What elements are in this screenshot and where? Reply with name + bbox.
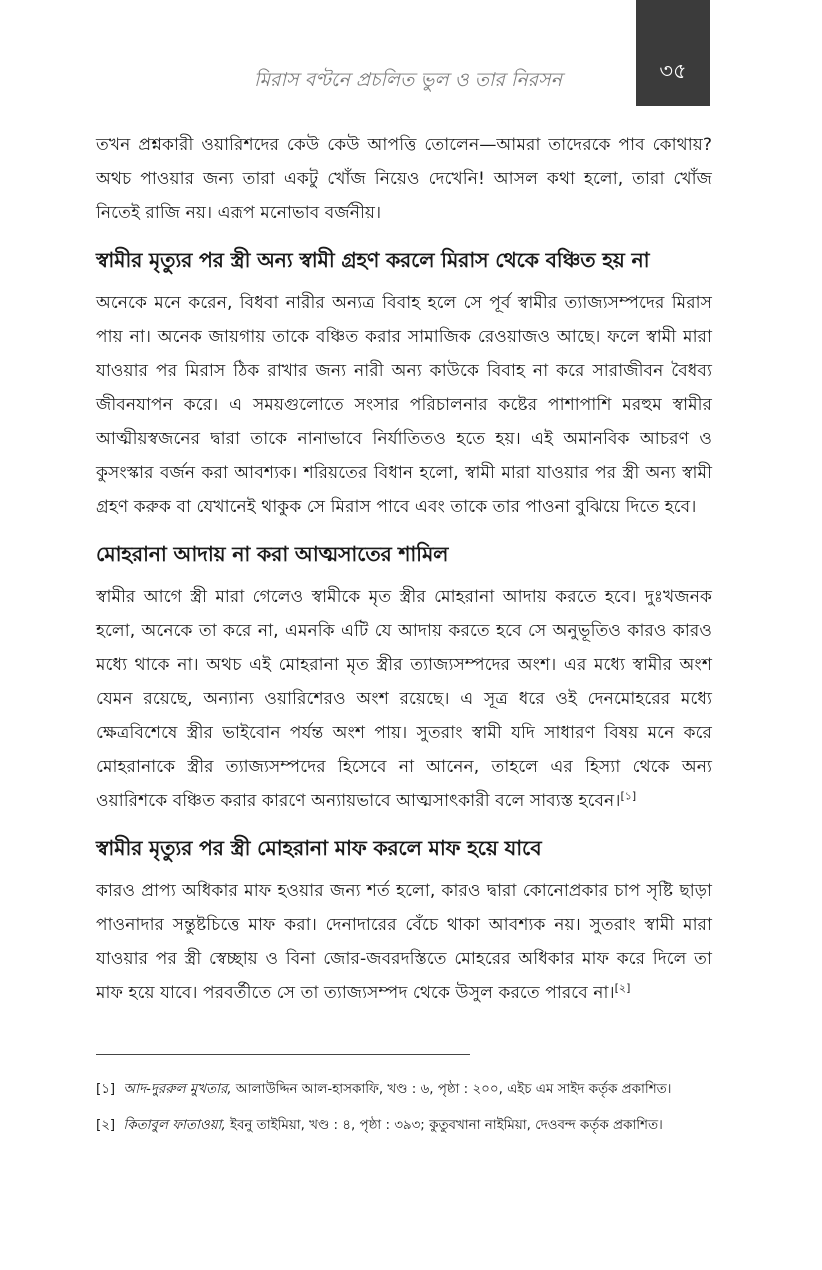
footnote-separator [96, 1054, 470, 1055]
footnote-citation: আলাউদ্দিন আল-হাসকাফি, খণ্ড : ৬, পৃষ্ঠা : ২০০, এইচ এম সাইদ কর্তৃক প্রকাশিত। [235, 1082, 672, 1097]
section-paragraph-dower-waiver [96, 874, 712, 1010]
section-heading-remarriage: স্বামীর মৃত্যুর পর স্ত্রী অন্য স্বামী গ্রহণ করলে মিরাস থেকে বঞ্চিত হয় না [96, 248, 650, 272]
footnote-citation: ইবনু তাইমিয়া, খণ্ড : ৪, পৃষ্ঠা : ৩৯৩; কুতুবখানা নাইমিয়া, দেওবন্দ কর্তৃক প্রকাশিত। [230, 1118, 663, 1133]
footnote-mark: [২] [96, 1118, 116, 1133]
section-heading-dower-waiver: স্বামীর মৃত্যুর পর স্ত্রী মোহরানা মাফ করলে মাফ হয়ে যাবে [96, 836, 542, 860]
footnote-work-title: কিতাবুল ফাতাওয়া, [123, 1118, 226, 1133]
footnotes [96, 1078, 736, 1150]
footnote-2 [96, 1114, 736, 1138]
section-text-dower-payment: স্বামীর আগে স্ত্রী মারা গেলেও স্বামীকে মৃত স্ত্রীর মোহরানা আদায় করতে হবে। দুঃখজনক হলো, অনেকে তা করে না, এমনকি এটি যে আদায় করতে হবে সে অনুভূতিও কারও কারও মধ্যে থাকে না। অথচ এই মোহরানা মৃত স্ত্রীর ত্যাজ্যসম্পদের অংশ। এর মধ্যে স্বামীর অংশ যেমন রয়েছে, অন্যান্য ওয়ারিশেরও অংশ রয়েছে। এ সূত্র ধরে ওই দেনমোহরের মধ্যে ক্ষেত্রবিশেষে স্ত্রীর ভাইবোন পর্যন্ত অংশ পায়। সুতরাং স্বামী যদি সাধারণ বিষয় মনে করে মোহরানাকে স্ত্রীর ত্যাজ্যসম্পদের হিসেবে না আনেন, তাহলে এর হিস্যা থেকে অন্য ওয়ারিশকে বঞ্চিত করার কারণে অন্যায়ভাবে আত্মসাৎকারী বলে সাব্যস্ত হবেন। [96, 587, 712, 811]
running-head-title: মিরাস বণ্টনে প্রচলিত ভুল ও তার নিরসন [254, 69, 562, 91]
section-heading-dower-payment: মোহরানা আদায় না করা আত্মসাতের শামিল [96, 542, 449, 566]
section-text-dower-waiver: কারও প্রাপ্য অধিকার মাফ হওয়ার জন্য শর্ত হলো, কারও দ্বারা কোনোপ্রকার চাপ সৃষ্টি ছাড়া পাওনাদার সন্তুষ্টচিত্তে মাফ করা। দেনাদারের বেঁচে থাকা আবশ্যক নয়। সুতরাং স্বামী মারা যাওয়ার পর স্ত্রী স্বেচ্ছায় ও বিনা জোর-জবরদস্তিতে মোহরের অধিকার মাফ করে দিলে তা মাফ হয়ে যাবে। পরবর্তীতে সে তা ত্যাজ্যসম্পদ থেকে উসুল করতে পারবে না। [96, 881, 712, 1003]
page-number-tab [636, 0, 710, 106]
main-text [96, 128, 712, 1020]
section-paragraph-dower-payment [96, 580, 712, 818]
footnote-1 [96, 1078, 736, 1102]
footnote-work-title: আদ-দুররুল মুখতার, [123, 1082, 232, 1097]
footnote-reference-1[interactable]: [১] [620, 789, 637, 803]
intro-paragraph: তখন প্রশ্নকারী ওয়ারিশদের কেউ কেউ আপত্তি তোলেন—আমরা তাদেরকে পাব কোথায়? অথচ পাওয়ার জন্য তারা একটু খোঁজ নিয়েও দেখেনি! আসল কথা হলো, তারা খোঁজ নিতেই রাজি নয়। এরূপ মনোভাব বর্জনীয়। [96, 135, 712, 223]
footnote-mark: [১] [96, 1082, 116, 1097]
footnote-reference-2[interactable]: [২] [614, 981, 631, 995]
section-text-remarriage: অনেকে মনে করেন, বিধবা নারীর অন্যত্র বিবাহ হলে সে পূর্ব স্বামীর ত্যাজ্যসম্পদের মিরাস পায় না। অনেক জায়গায় তাকে বঞ্চিত করার সামাজিক রেওয়াজও আছে। ফলে স্বামী মারা যাওয়ার পর মিরাস ঠিক রাখার জন্য নারী অন্য কাউকে বিবাহ না করে সারাজীবন বৈধব্য জীবনযাপন করে। এ সময়গুলোতে সংসার পরিচালনার কষ্টের পাশাপাশি মরহুম স্বামীর আত্মীয়স্বজনের দ্বারা তাকে নানাভাবে নির্যাতিতও হতে হয়। এই অমানবিক আচরণ ও কুসংস্কার বর্জন করা আবশ্যক। শরিয়তের বিধান হলো, স্বামী মারা যাওয়ার পর স্ত্রী অন্য স্বামী গ্রহণ করুক বা যেখানেই থাকুক সে মিরাস পাবে এবং তাকে তার পাওনা বুঝিয়ে দিতে হবে। [96, 293, 712, 517]
page-number: ৩৫ [659, 59, 687, 83]
